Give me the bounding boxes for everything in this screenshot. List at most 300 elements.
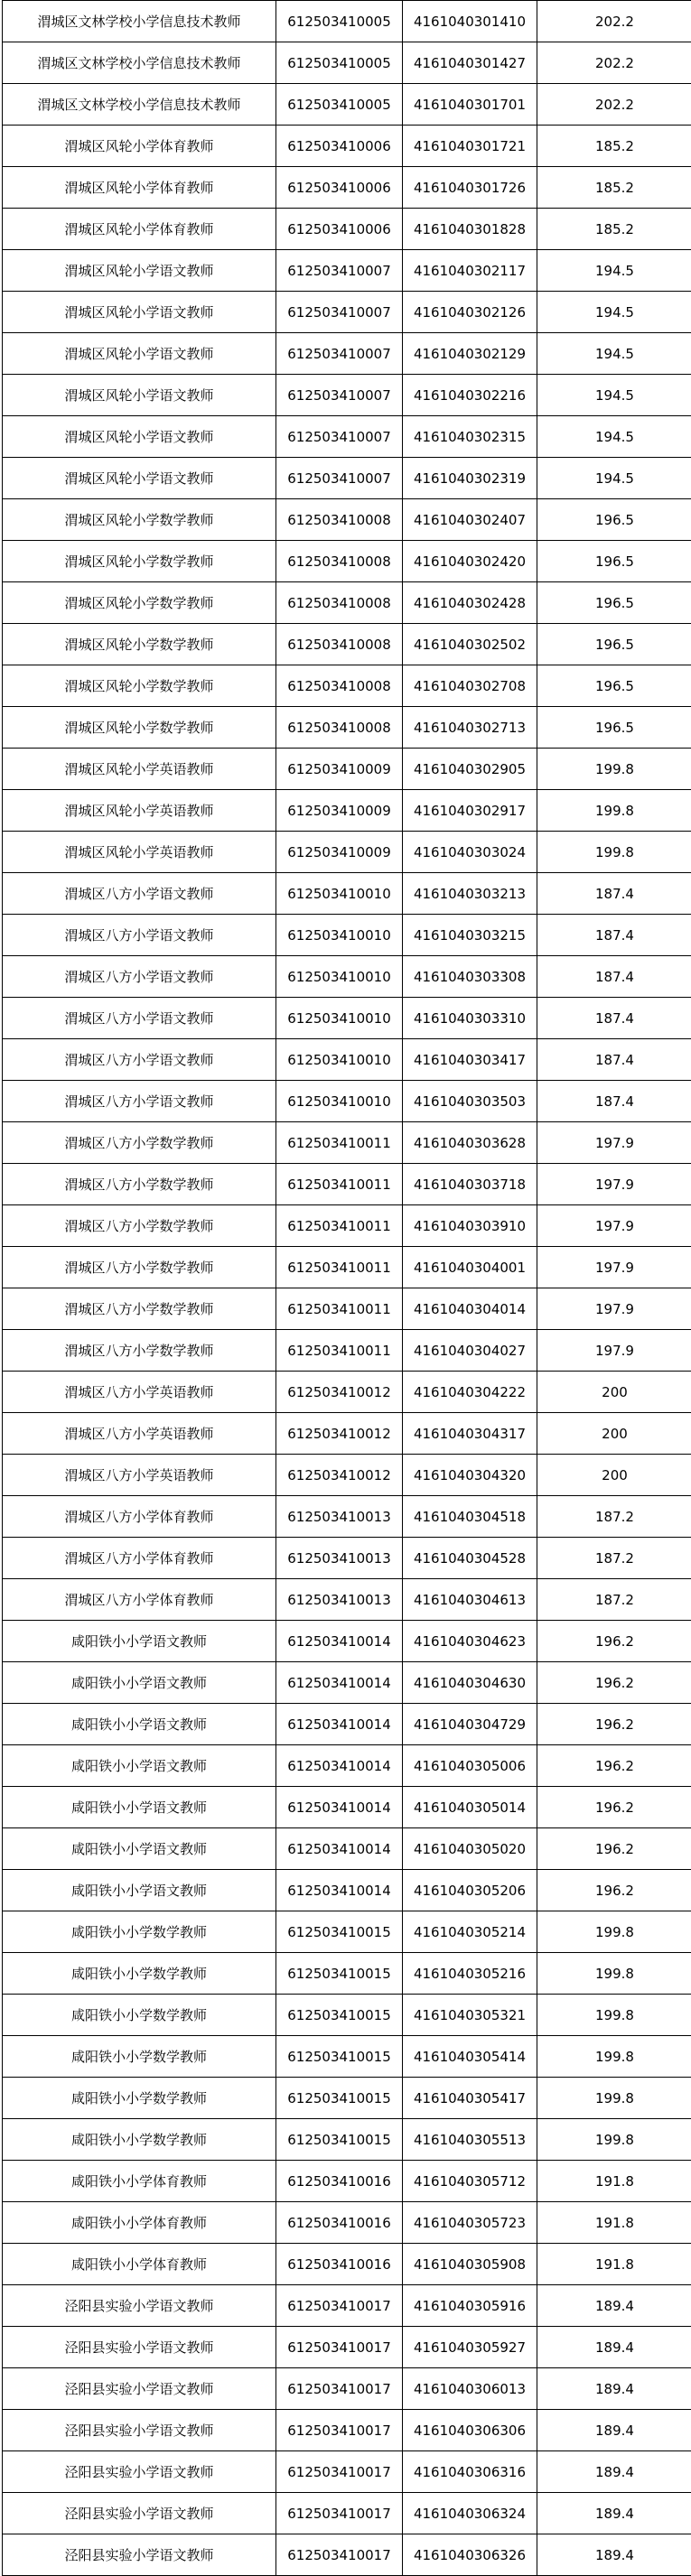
score-cell: 200 — [537, 1413, 691, 1455]
score-cell: 197.9 — [537, 1205, 691, 1247]
ticket-number-cell: 4161040301726 — [403, 167, 537, 209]
post-name-cell: 渭城区风轮小学英语教师 — [3, 749, 276, 790]
post-name-cell: 渭城区风轮小学数学教师 — [3, 582, 276, 624]
post-name-cell: 泾阳县实验小学语文教师 — [3, 2534, 276, 2576]
table-row — [3, 2285, 691, 2327]
post-code-cell: 612503410005 — [276, 84, 403, 126]
table-row — [3, 499, 691, 541]
post-name-cell: 渭城区八方小学语文教师 — [3, 873, 276, 915]
table-row — [3, 292, 691, 333]
score-cell: 196.2 — [537, 1828, 691, 1870]
score-cell: 194.5 — [537, 375, 691, 416]
post-name-cell: 渭城区八方小学数学教师 — [3, 1247, 276, 1288]
table-row — [3, 2036, 691, 2078]
table-row — [3, 333, 691, 375]
post-name-cell: 渭城区风轮小学语文教师 — [3, 416, 276, 458]
table-row — [3, 375, 691, 416]
post-name-cell: 渭城区风轮小学语文教师 — [3, 375, 276, 416]
post-name-cell: 泾阳县实验小学语文教师 — [3, 2285, 276, 2327]
ticket-number-cell: 4161040305020 — [403, 1828, 537, 1870]
post-code-cell: 612503410015 — [276, 1911, 403, 1953]
score-cell: 196.5 — [537, 582, 691, 624]
score-cell: 196.5 — [537, 541, 691, 582]
ticket-number-cell: 4161040303628 — [403, 1122, 537, 1164]
ticket-number-cell: 4161040306326 — [403, 2534, 537, 2576]
table-row — [3, 1039, 691, 1081]
post-name-cell: 泾阳县实验小学语文教师 — [3, 2327, 276, 2368]
post-code-cell: 612503410011 — [276, 1330, 403, 1372]
post-name-cell: 渭城区八方小学数学教师 — [3, 1122, 276, 1164]
score-cell: 202.2 — [537, 84, 691, 126]
ticket-number-cell: 4161040302129 — [403, 333, 537, 375]
post-code-cell: 612503410008 — [276, 624, 403, 665]
score-cell: 197.9 — [537, 1164, 691, 1205]
score-cell: 200 — [537, 1455, 691, 1496]
ticket-number-cell: 4161040302420 — [403, 541, 537, 582]
score-cell: 187.2 — [537, 1496, 691, 1538]
table-row — [3, 1205, 691, 1247]
score-cell: 187.2 — [537, 1579, 691, 1621]
post-code-cell: 612503410016 — [276, 2244, 403, 2285]
post-code-cell: 612503410011 — [276, 1164, 403, 1205]
table-row — [3, 832, 691, 873]
table-row — [3, 2161, 691, 2202]
ticket-number-cell: 4161040305214 — [403, 1911, 537, 1953]
table-row — [3, 1828, 691, 1870]
post-code-cell: 612503410013 — [276, 1579, 403, 1621]
score-cell: 189.4 — [537, 2493, 691, 2534]
post-name-cell: 咸阳铁小小学体育教师 — [3, 2161, 276, 2202]
score-cell: 196.2 — [537, 1870, 691, 1911]
ticket-number-cell: 4161040303503 — [403, 1081, 537, 1122]
post-name-cell: 渭城区风轮小学语文教师 — [3, 333, 276, 375]
ticket-number-cell: 4161040302917 — [403, 790, 537, 832]
table-row — [3, 1372, 691, 1413]
table-row — [3, 2327, 691, 2368]
post-name-cell: 渭城区文林学校小学信息技术教师 — [3, 1, 276, 42]
table-row — [3, 1496, 691, 1538]
ticket-number-cell: 4161040302905 — [403, 749, 537, 790]
post-name-cell: 咸阳铁小小学数学教师 — [3, 1953, 276, 1995]
score-cell: 187.4 — [537, 1081, 691, 1122]
score-cell: 187.4 — [537, 873, 691, 915]
post-code-cell: 612503410016 — [276, 2161, 403, 2202]
table-row — [3, 707, 691, 749]
post-name-cell: 咸阳铁小小学体育教师 — [3, 2244, 276, 2285]
ticket-number-cell: 4161040305014 — [403, 1787, 537, 1828]
ticket-number-cell: 4161040303310 — [403, 998, 537, 1039]
post-name-cell: 渭城区八方小学体育教师 — [3, 1538, 276, 1579]
post-name-cell: 渭城区八方小学体育教师 — [3, 1496, 276, 1538]
post-code-cell: 612503410014 — [276, 1621, 403, 1662]
ticket-number-cell: 4161040303213 — [403, 873, 537, 915]
table-row — [3, 790, 691, 832]
post-name-cell: 渭城区八方小学语文教师 — [3, 1081, 276, 1122]
ticket-number-cell: 4161040305908 — [403, 2244, 537, 2285]
score-cell: 199.8 — [537, 2036, 691, 2078]
post-code-cell: 612503410012 — [276, 1413, 403, 1455]
score-cell: 187.4 — [537, 998, 691, 1039]
score-table-body — [3, 1, 691, 2576]
post-code-cell: 612503410014 — [276, 1787, 403, 1828]
post-name-cell: 渭城区风轮小学数学教师 — [3, 665, 276, 707]
table-row — [3, 1455, 691, 1496]
table-row — [3, 1745, 691, 1787]
score-cell: 187.4 — [537, 1039, 691, 1081]
ticket-number-cell: 4161040304729 — [403, 1704, 537, 1745]
ticket-number-cell: 4161040305414 — [403, 2036, 537, 2078]
ticket-number-cell: 4161040305723 — [403, 2202, 537, 2244]
post-name-cell: 咸阳铁小小学数学教师 — [3, 2078, 276, 2119]
score-cell: 199.8 — [537, 1995, 691, 2036]
score-cell: 189.4 — [537, 2327, 691, 2368]
post-code-cell: 612503410010 — [276, 1081, 403, 1122]
post-name-cell: 渭城区风轮小学语文教师 — [3, 292, 276, 333]
post-name-cell: 咸阳铁小小学语文教师 — [3, 1828, 276, 1870]
post-name-cell: 泾阳县实验小学语文教师 — [3, 2493, 276, 2534]
score-cell: 202.2 — [537, 1, 691, 42]
post-name-cell: 渭城区风轮小学数学教师 — [3, 624, 276, 665]
ticket-number-cell: 4161040301410 — [403, 1, 537, 42]
post-code-cell: 612503410008 — [276, 665, 403, 707]
post-code-cell: 612503410016 — [276, 2202, 403, 2244]
ticket-number-cell: 4161040305712 — [403, 2161, 537, 2202]
post-name-cell: 咸阳铁小小学语文教师 — [3, 1662, 276, 1704]
post-code-cell: 612503410008 — [276, 541, 403, 582]
table-row — [3, 2202, 691, 2244]
score-cell: 199.8 — [537, 749, 691, 790]
ticket-number-cell: 4161040305417 — [403, 2078, 537, 2119]
post-name-cell: 咸阳铁小小学数学教师 — [3, 2119, 276, 2161]
post-name-cell: 渭城区八方小学数学教师 — [3, 1164, 276, 1205]
post-name-cell: 渭城区八方小学数学教师 — [3, 1205, 276, 1247]
table-row — [3, 1, 691, 42]
ticket-number-cell: 4161040304528 — [403, 1538, 537, 1579]
score-cell: 197.9 — [537, 1122, 691, 1164]
post-name-cell: 泾阳县实验小学语文教师 — [3, 2368, 276, 2410]
post-code-cell: 612503410010 — [276, 998, 403, 1039]
table-row — [3, 1247, 691, 1288]
post-code-cell: 612503410008 — [276, 707, 403, 749]
ticket-number-cell: 4161040302216 — [403, 375, 537, 416]
post-name-cell: 渭城区文林学校小学信息技术教师 — [3, 84, 276, 126]
score-cell: 187.4 — [537, 915, 691, 956]
table-row — [3, 1122, 691, 1164]
table-row — [3, 1662, 691, 1704]
post-name-cell: 咸阳铁小小学语文教师 — [3, 1621, 276, 1662]
table-row — [3, 1621, 691, 1662]
post-name-cell: 渭城区八方小学语文教师 — [3, 1039, 276, 1081]
post-code-cell: 612503410017 — [276, 2534, 403, 2576]
score-cell: 194.5 — [537, 250, 691, 292]
post-code-cell: 612503410012 — [276, 1455, 403, 1496]
score-cell: 196.2 — [537, 1704, 691, 1745]
table-row — [3, 915, 691, 956]
post-name-cell: 渭城区八方小学语文教师 — [3, 915, 276, 956]
post-name-cell: 渭城区八方小学数学教师 — [3, 1330, 276, 1372]
table-row — [3, 624, 691, 665]
ticket-number-cell: 4161040304014 — [403, 1288, 537, 1330]
post-code-cell: 612503410015 — [276, 2119, 403, 2161]
score-cell: 196.2 — [537, 1787, 691, 1828]
score-cell: 199.8 — [537, 1953, 691, 1995]
table-row — [3, 2451, 691, 2493]
post-code-cell: 612503410015 — [276, 2036, 403, 2078]
score-cell: 191.8 — [537, 2161, 691, 2202]
score-cell: 194.5 — [537, 458, 691, 499]
post-name-cell: 咸阳铁小小学语文教师 — [3, 1745, 276, 1787]
post-code-cell: 612503410005 — [276, 42, 403, 84]
post-name-cell: 咸阳铁小小学数学教师 — [3, 2036, 276, 2078]
post-name-cell: 咸阳铁小小学数学教师 — [3, 1995, 276, 2036]
ticket-number-cell: 4161040301427 — [403, 42, 537, 84]
ticket-number-cell: 4161040305216 — [403, 1953, 537, 1995]
post-name-cell: 渭城区风轮小学体育教师 — [3, 167, 276, 209]
table-row — [3, 956, 691, 998]
ticket-number-cell: 4161040301721 — [403, 126, 537, 167]
ticket-number-cell: 4161040302315 — [403, 416, 537, 458]
score-cell: 185.2 — [537, 167, 691, 209]
table-row — [3, 84, 691, 126]
table-row — [3, 2368, 691, 2410]
post-code-cell: 612503410006 — [276, 167, 403, 209]
score-cell: 196.5 — [537, 707, 691, 749]
table-row — [3, 582, 691, 624]
post-name-cell: 渭城区文林学校小学信息技术教师 — [3, 42, 276, 84]
ticket-number-cell: 4161040301828 — [403, 209, 537, 250]
table-row — [3, 2078, 691, 2119]
post-code-cell: 612503410007 — [276, 333, 403, 375]
ticket-number-cell: 4161040304317 — [403, 1413, 537, 1455]
post-code-cell: 612503410017 — [276, 2327, 403, 2368]
ticket-number-cell: 4161040302428 — [403, 582, 537, 624]
table-row — [3, 2410, 691, 2451]
post-name-cell: 咸阳铁小小学语文教师 — [3, 1870, 276, 1911]
post-code-cell: 612503410005 — [276, 1, 403, 42]
post-code-cell: 612503410011 — [276, 1247, 403, 1288]
ticket-number-cell: 4161040303024 — [403, 832, 537, 873]
ticket-number-cell: 4161040301701 — [403, 84, 537, 126]
table-row — [3, 126, 691, 167]
table-row — [3, 2244, 691, 2285]
score-cell: 185.2 — [537, 209, 691, 250]
ticket-number-cell: 4161040304320 — [403, 1455, 537, 1496]
table-row — [3, 1870, 691, 1911]
post-code-cell: 612503410007 — [276, 458, 403, 499]
table-row — [3, 2534, 691, 2576]
post-name-cell: 渭城区八方小学数学教师 — [3, 1288, 276, 1330]
table-row — [3, 2493, 691, 2534]
post-code-cell: 612503410007 — [276, 292, 403, 333]
table-row — [3, 250, 691, 292]
ticket-number-cell: 4161040306316 — [403, 2451, 537, 2493]
ticket-number-cell: 4161040302319 — [403, 458, 537, 499]
score-cell: 196.5 — [537, 499, 691, 541]
score-cell: 196.2 — [537, 1621, 691, 1662]
post-code-cell: 612503410014 — [276, 1704, 403, 1745]
post-code-cell: 612503410007 — [276, 375, 403, 416]
post-code-cell: 612503410008 — [276, 582, 403, 624]
ticket-number-cell: 4161040304518 — [403, 1496, 537, 1538]
post-name-cell: 渭城区风轮小学英语教师 — [3, 790, 276, 832]
post-code-cell: 612503410017 — [276, 2285, 403, 2327]
post-name-cell: 渭城区八方小学英语教师 — [3, 1372, 276, 1413]
post-name-cell: 渭城区八方小学英语教师 — [3, 1455, 276, 1496]
table-row — [3, 1953, 691, 1995]
post-name-cell: 渭城区八方小学体育教师 — [3, 1579, 276, 1621]
score-cell: 187.2 — [537, 1538, 691, 1579]
score-cell: 191.8 — [537, 2202, 691, 2244]
score-cell: 199.8 — [537, 1911, 691, 1953]
table-row — [3, 1164, 691, 1205]
table-row — [3, 42, 691, 84]
score-cell: 185.2 — [537, 126, 691, 167]
post-code-cell: 612503410017 — [276, 2410, 403, 2451]
table-row — [3, 458, 691, 499]
ticket-number-cell: 4161040303910 — [403, 1205, 537, 1247]
post-code-cell: 612503410014 — [276, 1828, 403, 1870]
table-row — [3, 665, 691, 707]
score-cell: 200 — [537, 1372, 691, 1413]
score-cell: 202.2 — [537, 42, 691, 84]
score-cell: 189.4 — [537, 2368, 691, 2410]
score-table — [2, 0, 691, 2576]
post-name-cell: 渭城区风轮小学英语教师 — [3, 832, 276, 873]
ticket-number-cell: 4161040302126 — [403, 292, 537, 333]
table-row — [3, 873, 691, 915]
post-code-cell: 612503410013 — [276, 1538, 403, 1579]
post-name-cell: 泾阳县实验小学语文教师 — [3, 2410, 276, 2451]
score-cell: 194.5 — [537, 333, 691, 375]
post-name-cell: 渭城区风轮小学语文教师 — [3, 458, 276, 499]
post-code-cell: 612503410006 — [276, 126, 403, 167]
ticket-number-cell: 4161040304623 — [403, 1621, 537, 1662]
post-code-cell: 612503410014 — [276, 1662, 403, 1704]
score-cell: 199.8 — [537, 2078, 691, 2119]
score-cell: 197.9 — [537, 1330, 691, 1372]
table-row — [3, 1288, 691, 1330]
post-name-cell: 咸阳铁小小学数学教师 — [3, 1911, 276, 1953]
post-code-cell: 612503410009 — [276, 832, 403, 873]
post-code-cell: 612503410014 — [276, 1870, 403, 1911]
ticket-number-cell: 4161040304613 — [403, 1579, 537, 1621]
post-code-cell: 612503410017 — [276, 2368, 403, 2410]
ticket-number-cell: 4161040305513 — [403, 2119, 537, 2161]
table-row — [3, 1413, 691, 1455]
score-cell: 197.9 — [537, 1247, 691, 1288]
ticket-number-cell: 4161040305206 — [403, 1870, 537, 1911]
table-row — [3, 1538, 691, 1579]
post-name-cell: 渭城区风轮小学体育教师 — [3, 126, 276, 167]
ticket-number-cell: 4161040304630 — [403, 1662, 537, 1704]
post-code-cell: 612503410014 — [276, 1745, 403, 1787]
score-cell: 197.9 — [537, 1288, 691, 1330]
post-code-cell: 612503410011 — [276, 1205, 403, 1247]
score-cell: 189.4 — [537, 2410, 691, 2451]
ticket-number-cell: 4161040303417 — [403, 1039, 537, 1081]
table-row — [3, 1579, 691, 1621]
table-row — [3, 1704, 691, 1745]
ticket-number-cell: 4161040304027 — [403, 1330, 537, 1372]
ticket-number-cell: 4161040303718 — [403, 1164, 537, 1205]
post-code-cell: 612503410015 — [276, 1995, 403, 2036]
table-row — [3, 998, 691, 1039]
score-cell: 196.2 — [537, 1745, 691, 1787]
post-code-cell: 612503410015 — [276, 2078, 403, 2119]
score-cell: 189.4 — [537, 2534, 691, 2576]
post-name-cell: 咸阳铁小小学体育教师 — [3, 2202, 276, 2244]
table-row — [3, 416, 691, 458]
post-code-cell: 612503410010 — [276, 873, 403, 915]
post-code-cell: 612503410007 — [276, 250, 403, 292]
post-name-cell: 渭城区风轮小学数学教师 — [3, 541, 276, 582]
table-row — [3, 167, 691, 209]
ticket-number-cell: 4161040305916 — [403, 2285, 537, 2327]
post-code-cell: 612503410009 — [276, 790, 403, 832]
post-code-cell: 612503410013 — [276, 1496, 403, 1538]
ticket-number-cell: 4161040304001 — [403, 1247, 537, 1288]
table-row — [3, 541, 691, 582]
table-row — [3, 1330, 691, 1372]
post-code-cell: 612503410007 — [276, 416, 403, 458]
post-name-cell: 咸阳铁小小学语文教师 — [3, 1787, 276, 1828]
ticket-number-cell: 4161040302407 — [403, 499, 537, 541]
table-row — [3, 1081, 691, 1122]
score-cell: 199.8 — [537, 790, 691, 832]
table-row — [3, 1787, 691, 1828]
ticket-number-cell: 4161040306013 — [403, 2368, 537, 2410]
post-code-cell: 612503410010 — [276, 915, 403, 956]
ticket-number-cell: 4161040302713 — [403, 707, 537, 749]
score-cell: 191.8 — [537, 2244, 691, 2285]
post-name-cell: 咸阳铁小小学语文教师 — [3, 1704, 276, 1745]
score-cell: 194.5 — [537, 416, 691, 458]
post-code-cell: 612503410017 — [276, 2493, 403, 2534]
post-code-cell: 612503410008 — [276, 499, 403, 541]
ticket-number-cell: 4161040302708 — [403, 665, 537, 707]
table-row — [3, 749, 691, 790]
post-code-cell: 612503410009 — [276, 749, 403, 790]
score-cell: 189.4 — [537, 2285, 691, 2327]
table-row — [3, 209, 691, 250]
post-name-cell: 渭城区八方小学英语教师 — [3, 1413, 276, 1455]
post-code-cell: 612503410006 — [276, 209, 403, 250]
table-row — [3, 2119, 691, 2161]
post-code-cell: 612503410012 — [276, 1372, 403, 1413]
post-name-cell: 渭城区风轮小学数学教师 — [3, 499, 276, 541]
ticket-number-cell: 4161040306324 — [403, 2493, 537, 2534]
ticket-number-cell: 4161040306306 — [403, 2410, 537, 2451]
post-code-cell: 612503410017 — [276, 2451, 403, 2493]
post-code-cell: 612503410010 — [276, 1039, 403, 1081]
ticket-number-cell: 4161040305006 — [403, 1745, 537, 1787]
ticket-number-cell: 4161040303215 — [403, 915, 537, 956]
post-code-cell: 612503410010 — [276, 956, 403, 998]
ticket-number-cell: 4161040305927 — [403, 2327, 537, 2368]
post-code-cell: 612503410011 — [276, 1122, 403, 1164]
score-cell: 187.4 — [537, 956, 691, 998]
score-cell: 196.2 — [537, 1662, 691, 1704]
score-cell: 196.5 — [537, 665, 691, 707]
table-row — [3, 1911, 691, 1953]
score-cell: 189.4 — [537, 2451, 691, 2493]
score-cell: 194.5 — [537, 292, 691, 333]
score-cell: 199.8 — [537, 832, 691, 873]
post-name-cell: 渭城区八方小学语文教师 — [3, 956, 276, 998]
post-name-cell: 渭城区风轮小学语文教师 — [3, 250, 276, 292]
ticket-number-cell: 4161040302502 — [403, 624, 537, 665]
table-row — [3, 1995, 691, 2036]
